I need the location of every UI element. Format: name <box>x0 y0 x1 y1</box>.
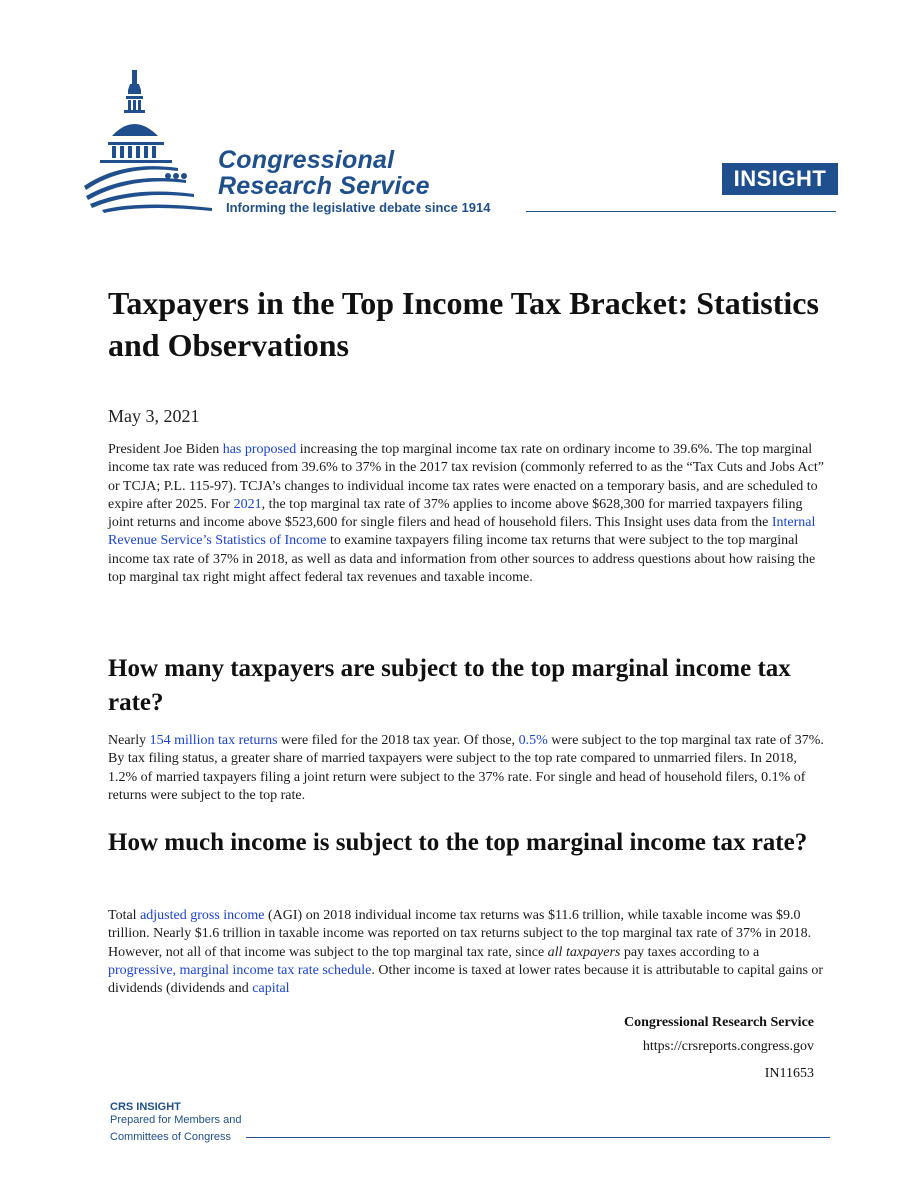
footer-report-id: IN11653 <box>764 1066 814 1081</box>
section-paragraph-taxpayers <box>108 732 828 805</box>
capitol-dome-icon <box>82 64 222 214</box>
body-text: increasing the top marginal income tax rate on ordinary income to 39.6%. The top marginal income tax rate was reduced from 39.6% to 37% in the 2017 tax revision (commonly referred to as the “Tax Cuts and Jobs Act” or TCJA; P.L. 115-97). TCJA’s changes to individual income tax rates were enacted on a temporary basis, and are scheduled to expire after 2025. For <box>108 442 824 512</box>
inline-link[interactable]: adjusted gross income <box>140 908 265 923</box>
insight-badge: INSIGHT <box>722 163 838 195</box>
inline-link[interactable]: 154 million tax returns <box>149 733 278 748</box>
body-text: , the top marginal tax rate of 37% applies to income above $628,300 for married taxpayers filing joint returns and income above $523,600 for single filers and head of household filers. This Insight uses data from the <box>108 496 803 531</box>
section-heading-income: How much income is subject to the top marginal income tax rate? <box>108 829 808 856</box>
page-title: Taxpayers in the Top Income Tax Bracket: Statistics and Observations <box>108 285 819 363</box>
body-text: to examine taxpayers filing income tax returns that were subject to the top marginal income tax rate of 37% in 2018, as well as data and information from other sources to address questions about how raising the top marginal tax right might affect federal tax revenues and taxable income. <box>108 533 816 586</box>
body-text: President Joe Biden <box>108 442 223 457</box>
footer-crs-insight: CRS INSIGHT <box>110 1101 181 1113</box>
footer-divider <box>246 1137 830 1138</box>
body-text: . Other income is taxed at lower rates because it is attributable to capital gains or dividends (dividends and <box>108 962 824 997</box>
body-text: Total <box>108 908 141 923</box>
org-tagline: Informing the legislative debate since 1914 <box>226 200 491 215</box>
body-text: were subject to the top marginal tax rate of 37%. By tax filing status, a greater share of married taxpayers were subject to the top rate compared to unmarried filers. In 2018, 1.2% of married taxpayers filing a joint return were subject to the 37% rate. For single and head of household filers, 0.1% of returns were subject to the top rate. <box>108 733 824 803</box>
inline-link[interactable]: Internal Revenue Service’s Statistics of Income <box>108 515 816 549</box>
publication-date: May 3, 2021 <box>108 406 200 426</box>
org-name-line2: Research Service <box>218 172 430 200</box>
footer-url-link[interactable]: https://crsreports.congress.gov <box>642 1039 814 1054</box>
body-text: were filed for the 2018 tax year. Of those, <box>277 733 519 748</box>
footer-prepared-for: Prepared for Members and <box>110 1114 242 1126</box>
inline-link[interactable]: 2021 <box>233 496 262 512</box>
intro-paragraph <box>108 441 828 587</box>
footer-committees: Committees of Congress <box>110 1131 232 1143</box>
footer-org: Congressional Research Service <box>623 1015 814 1030</box>
inline-link[interactable]: progressive, marginal income tax rate schedule <box>108 962 372 978</box>
emphasis-text: all taxpayers <box>547 944 621 960</box>
body-text: pay taxes according to a <box>620 944 760 960</box>
body-text: Nearly <box>108 733 150 748</box>
section-paragraph-income <box>108 907 828 998</box>
inline-link[interactable]: capital <box>252 981 290 997</box>
inline-link[interactable]: has proposed <box>222 442 297 457</box>
section-heading-taxpayers: How many taxpayers are subject to the top marginal income tax rate? <box>108 655 791 716</box>
inline-link[interactable]: 0.5% <box>518 733 548 748</box>
header-divider <box>526 211 836 212</box>
body-text: (AGI) on 2018 individual income tax returns was $11.6 trillion, while taxable income was $9.0 trillion. Nearly $1.6 trillion in taxable income was reported on tax returns subject to the top marginal tax rate of 37% in 2018. However, not all of that income was subject to the top marginal tax rate, since <box>108 908 812 960</box>
org-name-line1: Congressional <box>218 146 395 174</box>
